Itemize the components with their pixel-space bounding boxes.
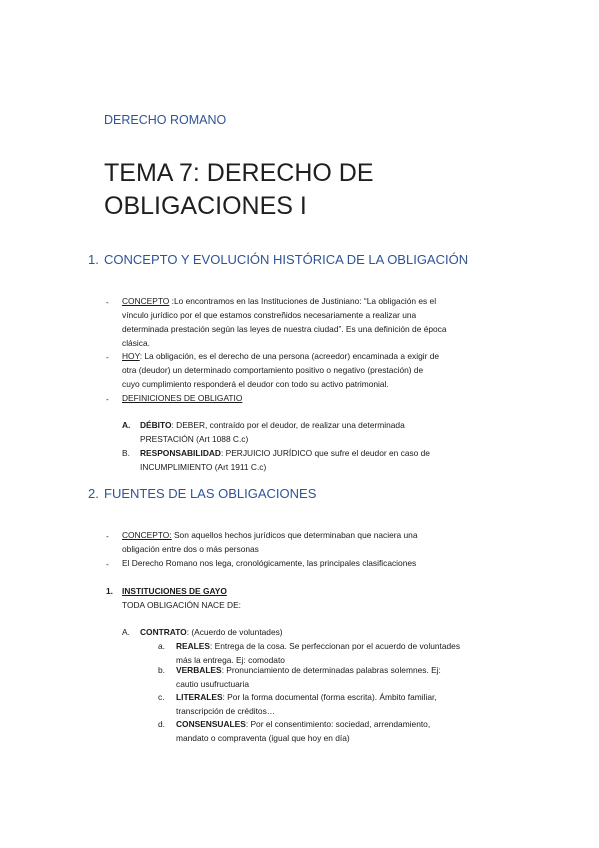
contract-type-verbales: VERBALES: Pronunciamiento de determinadas palabras solemnes. Ej: cautio usufructuaria [176, 665, 441, 689]
bullet: - [106, 394, 109, 404]
title-line-2: OBLIGACIONES I [104, 192, 307, 220]
section-2-heading: 2. FUENTES DE LAS OBLIGACIONES [88, 486, 317, 501]
bullet: - [106, 559, 109, 569]
page-title [104, 157, 524, 223]
subject-header: DERECHO ROMANO [104, 113, 227, 127]
definition-marker: A. [122, 420, 131, 430]
definition-responsabilidad: RESPONSABILIDAD: PERJUICIO JURÍDICO que sufre el deudor en caso de INCUMPLIMIENTO (Art 1911 C.c) [140, 448, 430, 472]
concepto-paragraph: CONCEPTO :Lo encontramos en las Instituciones de Justiniano: “La obligación es el vínculo jurídico por el que estamos constreñidos necesariamente a realizar una determinada prestación según las leyes de nuestra ciudad”. Es una definición de época clásica. [122, 296, 447, 348]
hoy-paragraph: HOY: La obligación, es el derecho de una persona (acreedor) encaminada a exigir de otra (deudor) un determinado comportamiento positivo o negativo (prestación) de cuyo cumplimiento responderá el deudor con todo su activo patrimonial. [122, 351, 440, 389]
type-marker: d. [158, 719, 165, 729]
contrato-line: CONTRATO: (Acuerdo de voluntades) [140, 627, 283, 637]
fuentes-concepto: CONCEPTO: Son aquellos hechos jurídicos que determinaban que naciera una obligación entre dos o más personas [122, 530, 418, 554]
definition-debito: DÉBITO: DEBER, contraído por el deudor, de realizar una determinada PRESTACIÓN (Art 1088 C.c) [140, 420, 405, 444]
subsection-marker: 1. [106, 586, 113, 596]
bullet: - [106, 352, 109, 362]
contract-type-consensuales: CONSENSUALES: Por el consentimiento: sociedad, arrendamiento, mandato o compraventa (igual que hoy en día) [176, 719, 431, 743]
bullet: - [106, 531, 109, 541]
title-line-1: TEMA 7: DERECHO DE [104, 159, 374, 187]
instituciones-gayo-heading: INSTITUCIONES DE GAYO TODA OBLIGACIÓN NACE DE: [122, 586, 241, 610]
section-1-heading: 1. CONCEPTO Y EVOLUCIÓN HISTÓRICA DE LA OBLIGACIÓN [88, 252, 469, 267]
type-marker: b. [158, 665, 165, 675]
definition-marker: B. [122, 448, 130, 458]
contract-type-literales: LITERALES: Por la forma documental (forma escrita). Ámbito familiar, transcripción de créditos… [176, 692, 437, 716]
definiciones-label: DEFINICIONES DE OBLIGATIO [122, 393, 243, 403]
derecho-romano-note: El Derecho Romano nos lega, cronológicamente, las principales clasificaciones [122, 558, 417, 568]
contract-type-reales: REALES: Entrega de la cosa. Se perfeccionan por el acuerdo de voluntades más la entrega. Ej: comodato [176, 641, 461, 665]
contrato-marker: A. [122, 627, 130, 637]
type-marker: c. [158, 692, 165, 702]
bullet: - [106, 297, 109, 307]
type-marker: a. [158, 641, 165, 651]
